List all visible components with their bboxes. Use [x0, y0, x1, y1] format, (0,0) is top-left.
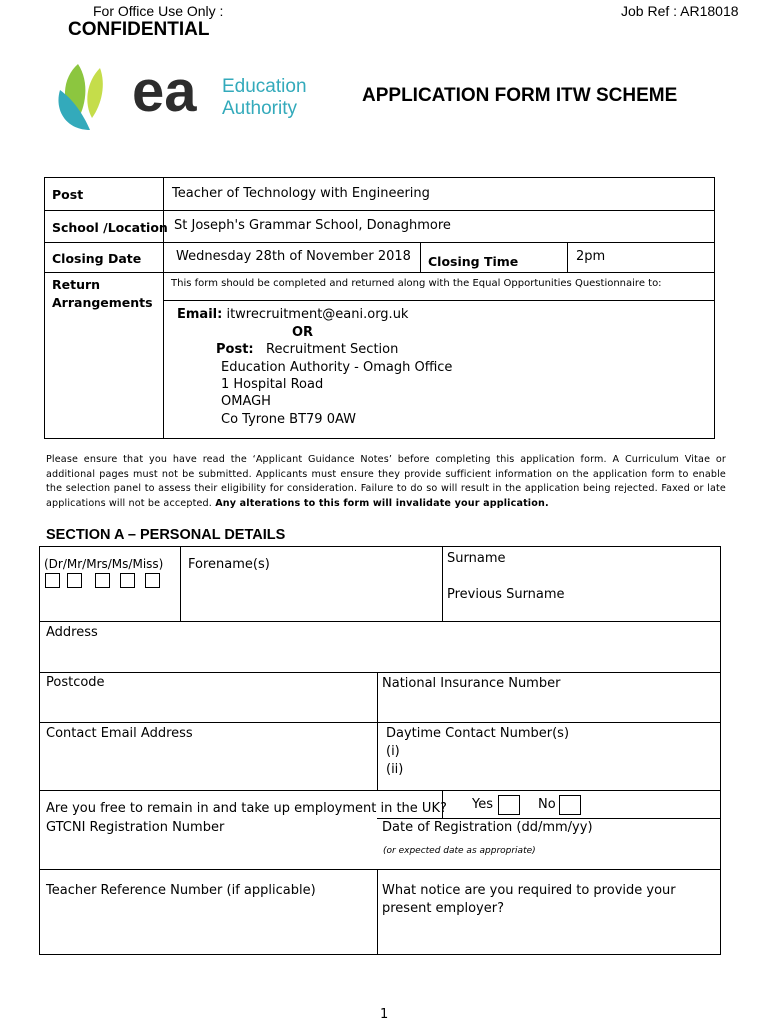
closing-date-label: Closing Date — [52, 251, 142, 266]
guidance-notice-text: Please ensure that you have read the ‘Applicant Guidance Notes’ before completing this application form. A Curriculum Vitae or additional pages must not be submitted. Applicants must ensure they provide sufficient information on the application form to enable the selection panel to assess their eligibility for consideration. Failure to do so will result in the application being rejected. Faxed or late applications will not be accepted. — [46, 454, 726, 509]
school-value: St Joseph's Grammar School, Donaghmore — [174, 218, 451, 233]
return-email — [177, 307, 408, 322]
return-note: This form should be completed and returned along with the Equal Opportunities Questionnaire to: — [171, 278, 662, 289]
education-authority-logo — [56, 60, 336, 134]
guidance-notice — [46, 453, 726, 511]
return-label: Return — [52, 277, 101, 292]
post-address-4: OMAGH — [221, 394, 271, 409]
forename-label: Forename(s) — [188, 557, 270, 572]
registration-date-note: (or expected date as appropriate) — [383, 846, 536, 856]
email-label: Email: — [177, 307, 223, 322]
post-value: Teacher of Technology with Engineering — [172, 186, 430, 201]
post-label: Post — [52, 187, 84, 202]
address-input[interactable] — [44, 642, 716, 670]
gtcni-label: GTCNI Registration Number — [46, 820, 225, 835]
title-ms-checkbox[interactable] — [120, 573, 135, 588]
surname-label: Surname — [447, 551, 506, 566]
post-address-2: Education Authority - Omagh Office — [221, 360, 453, 375]
title-mrs-checkbox[interactable] — [95, 573, 110, 588]
notice-question-line-1: What notice are you required to provide your — [382, 883, 676, 898]
title-mr-checkbox[interactable] — [67, 573, 82, 588]
title-miss-checkbox[interactable] — [145, 573, 160, 588]
teacher-reference-label: Teacher Reference Number (if applicable) — [46, 883, 316, 898]
ni-number-label: National Insurance Number — [382, 676, 561, 691]
confidential-label: CONFIDENTIAL — [68, 19, 210, 40]
contact-email-label: Contact Email Address — [46, 726, 193, 741]
page-number: 1 — [380, 1007, 389, 1022]
or-label: OR — [292, 325, 314, 340]
forename-input[interactable] — [185, 575, 438, 619]
job-reference: Job Ref : AR18018 — [621, 3, 739, 19]
logo-line-authority: Authority — [222, 98, 297, 119]
closing-time-label: Closing Time — [428, 254, 519, 269]
notice-question-line-2: present employer? — [382, 901, 504, 916]
school-label: School /Location — [52, 220, 168, 235]
email-value: itwrecruitment@eani.org.uk — [226, 307, 409, 322]
no-label: No — [538, 797, 556, 812]
title-options-label: (Dr/Mr/Mrs/Ms/Miss) — [44, 557, 164, 571]
address-label: Address — [46, 625, 98, 640]
office-use-label: For Office Use Only : — [93, 3, 224, 19]
closing-time-value: 2pm — [576, 249, 606, 264]
daytime-number-i: (i) — [386, 744, 400, 759]
postcode-label: Postcode — [46, 675, 105, 690]
post-address-5: Co Tyrone BT79 0AW — [221, 412, 356, 427]
logo-letters: ea — [132, 59, 197, 124]
uk-employment-question: Are you free to remain in and take up employment in the UK? — [46, 801, 447, 816]
post-address-3: 1 Hospital Road — [221, 377, 324, 392]
uk-no-checkbox[interactable] — [559, 795, 581, 815]
post-address-label: Post: — [216, 342, 254, 357]
uk-yes-checkbox[interactable] — [498, 795, 520, 815]
yes-label: Yes — [472, 797, 493, 812]
previous-surname-label: Previous Surname — [447, 587, 565, 602]
post-address-1: Recruitment Section — [266, 342, 399, 357]
registration-date-label: Date of Registration (dd/mm/yy) — [382, 820, 593, 835]
title-dr-checkbox[interactable] — [45, 573, 60, 588]
guidance-notice-bold: Any alterations to this form will invalidate your application. — [215, 497, 549, 509]
logo-line-education: Education — [222, 76, 307, 97]
form-title: APPLICATION FORM ITW SCHEME — [362, 85, 678, 106]
daytime-number-ii: (ii) — [386, 762, 404, 777]
daytime-number-label: Daytime Contact Number(s) — [386, 726, 570, 741]
post-address-line — [216, 342, 398, 357]
closing-date-value: Wednesday 28th of November 2018 — [176, 249, 411, 264]
arrangements-label: Arrangements — [52, 295, 153, 310]
section-a-heading: SECTION A – PERSONAL DETAILS — [46, 527, 286, 543]
